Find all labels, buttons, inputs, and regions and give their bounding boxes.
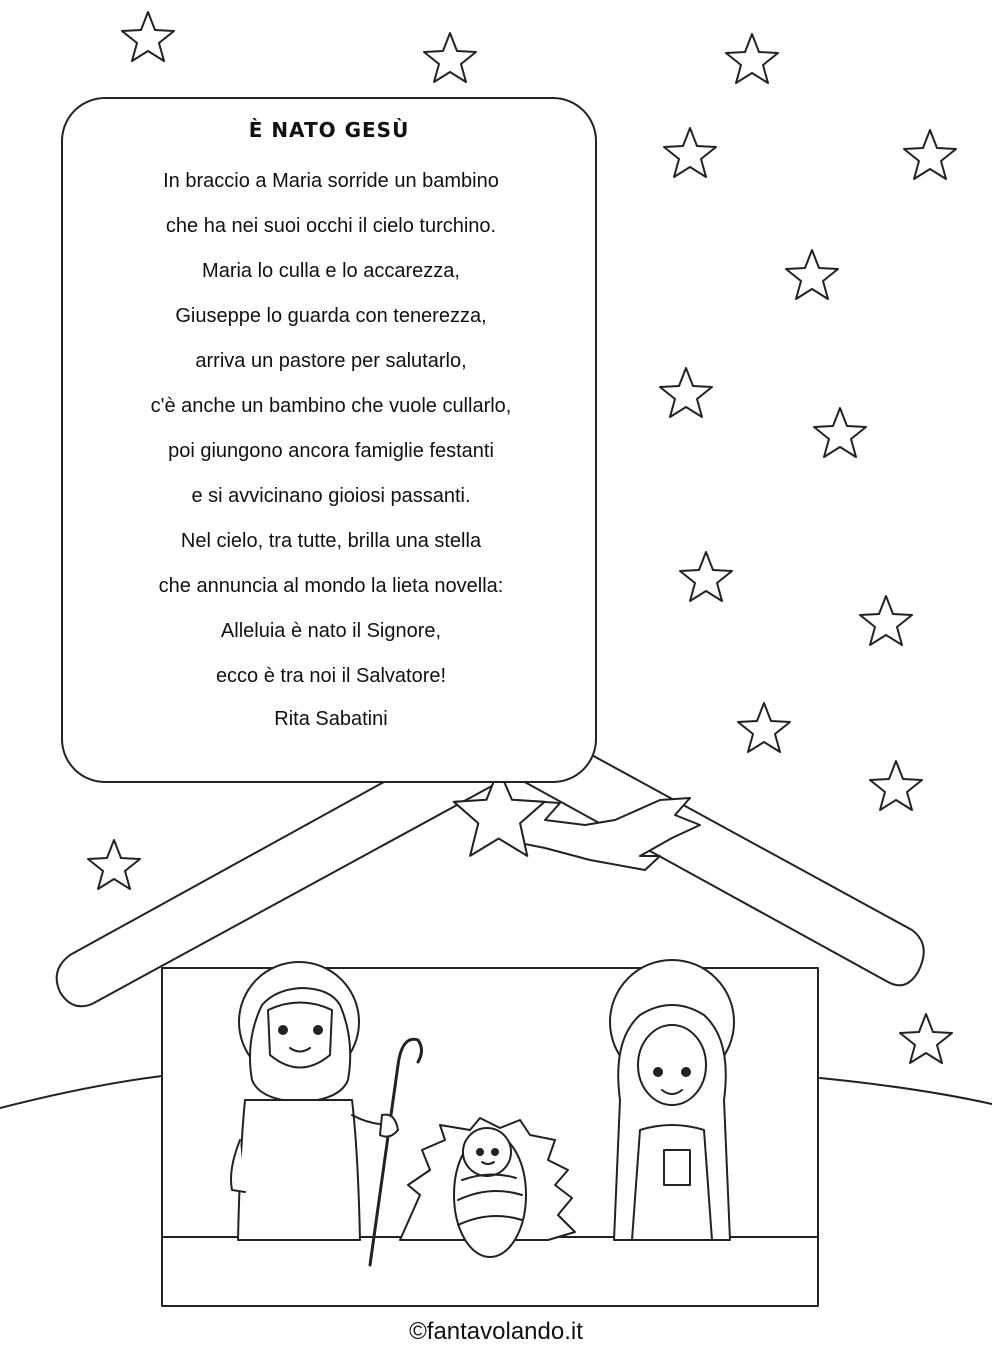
poem-lines xyxy=(61,167,601,707)
poem-line: poi giungono ancora famiglie festanti xyxy=(168,440,494,462)
poem-line: che ha nei suoi occhi il cielo turchino. xyxy=(165,215,497,237)
star-icon xyxy=(900,1014,952,1063)
star-icon xyxy=(904,130,956,179)
poem-line: In braccio a Maria sorride un bambino xyxy=(163,170,499,192)
star-icon xyxy=(814,408,866,457)
mary-figure xyxy=(610,960,734,1240)
poem-line: c'è anche un bambino che vuole cullarlo, xyxy=(150,395,512,417)
poem-line: Alleluia è nato il Signore, xyxy=(220,620,442,642)
star-icon xyxy=(860,596,912,645)
poem-line: arriva un pastore per salutarlo, xyxy=(195,350,467,372)
star-icon xyxy=(726,34,778,83)
star-icon xyxy=(122,12,174,61)
star-icon xyxy=(88,840,140,889)
star-icon xyxy=(424,33,476,82)
star-icon xyxy=(870,761,922,810)
poem-author: Rita Sabatini xyxy=(274,708,388,730)
star-icon xyxy=(660,368,712,417)
star-icon xyxy=(786,250,838,299)
poem-line: ecco è tra noi il Salvatore! xyxy=(215,665,447,687)
star-icon xyxy=(738,703,790,752)
poem-title: È NATO GESÙ xyxy=(248,118,410,142)
star-icon xyxy=(680,552,732,601)
poem-line: Nel cielo, tra tutte, brilla una stella xyxy=(180,530,482,552)
poem-line: Maria lo culla e lo accarezza, xyxy=(202,260,460,282)
poem-line: che annuncia al mondo la lieta novella: xyxy=(158,575,504,597)
poem-line: Giuseppe lo guarda con tenerezza, xyxy=(175,305,487,327)
copyright-text: ©fantavolando.it xyxy=(409,1318,583,1345)
poem-line: e si avvicinano gioiosi passanti. xyxy=(191,485,471,507)
star-icon xyxy=(664,128,716,177)
